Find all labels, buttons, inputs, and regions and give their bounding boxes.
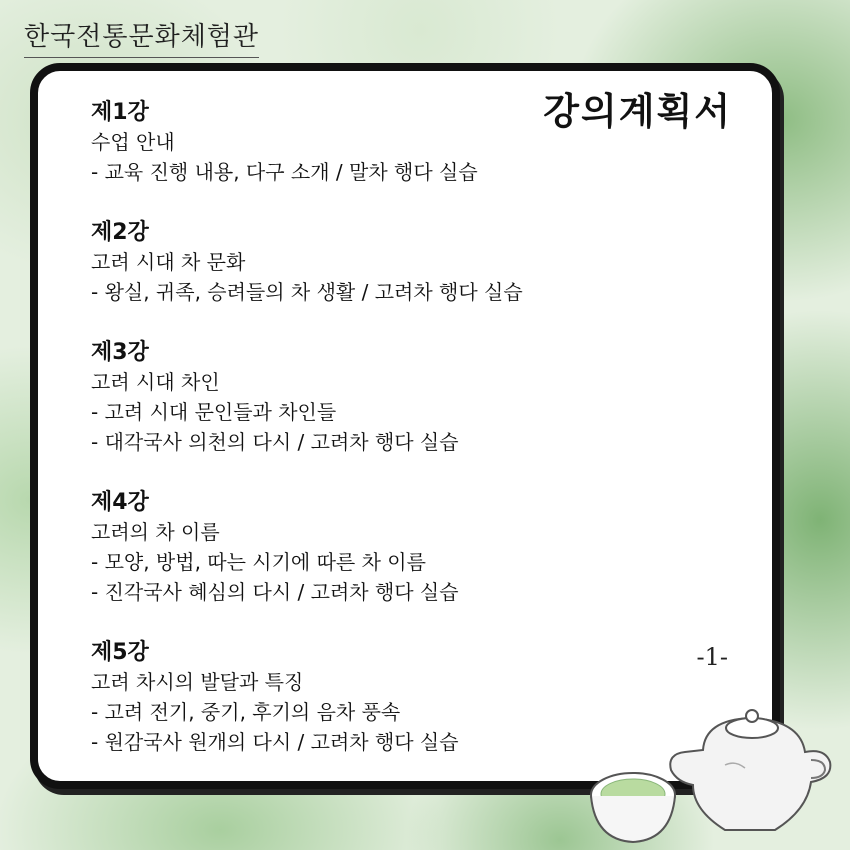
board-title: 강의계획서 <box>543 90 732 133</box>
lecture-1 <box>91 99 651 187</box>
lecture-point: - 모양, 방법, 따는 시기에 따른 차 이름 <box>91 550 426 574</box>
tea-cup-icon <box>591 773 675 842</box>
teapot-icon <box>670 710 830 830</box>
lecture-subject: 고려 차시의 발달과 특징 <box>91 670 304 694</box>
lecture-point: - 고려 전기, 중기, 후기의 음차 풍속 <box>91 700 401 724</box>
lecture-3 <box>91 339 651 457</box>
page-number: -1- <box>696 643 728 671</box>
lecture-4 <box>91 489 651 607</box>
lecture-subject: 고려 시대 차인 <box>91 370 220 394</box>
lecture-5 <box>91 639 651 757</box>
lecture-2 <box>91 219 651 307</box>
org-title: 한국전통문화체험관 <box>24 16 259 58</box>
lecture-heading: 제3강 <box>91 340 149 365</box>
lecture-heading: 제5강 <box>91 640 149 665</box>
lesson-plan-board <box>30 63 780 789</box>
lecture-heading: 제1강 <box>91 100 149 125</box>
lecture-point: - 대각국사 의천의 다시 / 고려차 행다 실습 <box>91 430 459 454</box>
lecture-heading: 제4강 <box>91 490 149 515</box>
teaware-illustration <box>585 690 850 850</box>
lecture-point: - 교육 진행 내용, 다구 소개 / 말차 행다 실습 <box>91 160 478 184</box>
lecture-list <box>91 99 651 757</box>
lecture-subject: 고려의 차 이름 <box>91 520 220 544</box>
lecture-point: - 왕실, 귀족, 승려들의 차 생활 / 고려차 행다 실습 <box>91 280 523 304</box>
lecture-subject: 수업 안내 <box>91 130 175 154</box>
lecture-point: - 원감국사 원개의 다시 / 고려차 행다 실습 <box>91 730 459 754</box>
lecture-point: - 진각국사 혜심의 다시 / 고려차 행다 실습 <box>91 580 459 604</box>
lecture-heading: 제2강 <box>91 220 149 245</box>
lecture-point: - 고려 시대 문인들과 차인들 <box>91 400 337 424</box>
lecture-subject: 고려 시대 차 문화 <box>91 250 246 274</box>
